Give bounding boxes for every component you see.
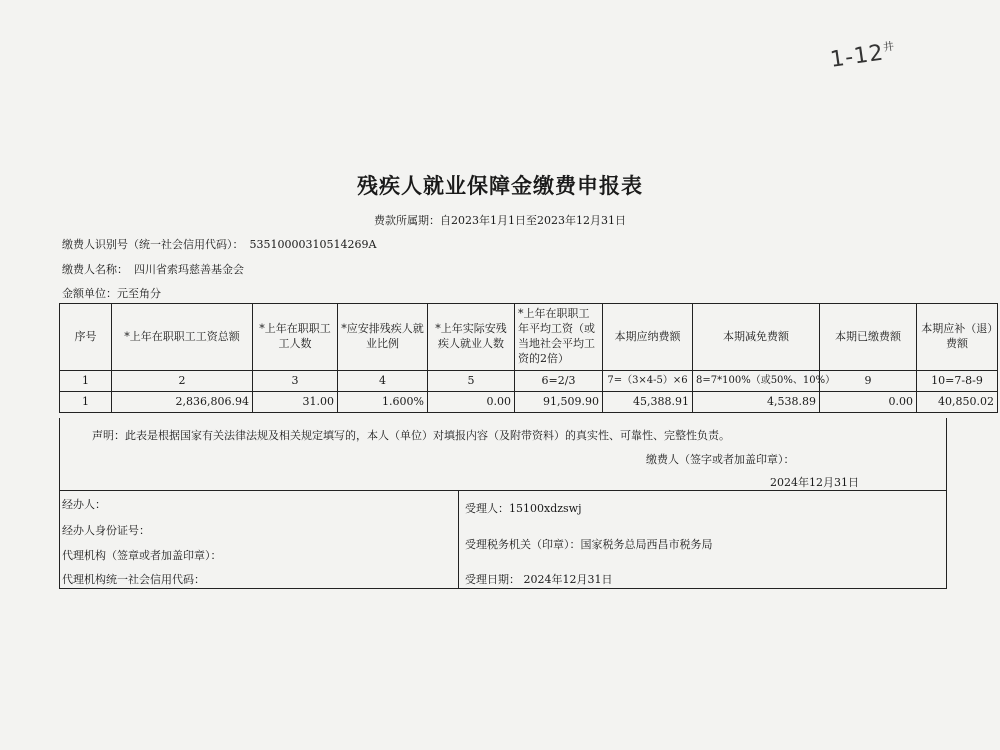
agency-label: 代理机构（签章或者加盖印章）： bbox=[62, 549, 222, 562]
data-cell: 1.600% bbox=[338, 392, 428, 413]
formula-cell: 2 bbox=[112, 371, 253, 392]
form-title: 残疾人就业保障金缴费申报表 bbox=[357, 173, 643, 198]
handwritten-mark bbox=[828, 38, 897, 73]
data-cell: 0.00 bbox=[428, 392, 515, 413]
data-cell: 1 bbox=[60, 392, 112, 413]
header-cell: *上年在职职工工人数 bbox=[253, 304, 338, 371]
formula-cell: 4 bbox=[338, 371, 428, 392]
declaration-statement: 声明：此表是根据国家有关法律法规及相关规定填写的，本人（单位）对填报内容（及附带资料）的真实性、可靠性、完整性负责。 bbox=[92, 429, 730, 442]
data-cell: 91,509.90 bbox=[515, 392, 603, 413]
header-cell: 序号 bbox=[60, 304, 112, 371]
formula-cell: 6=2/3 bbox=[515, 371, 603, 392]
header-cell: *应安排残疾人就业比例 bbox=[338, 304, 428, 371]
data-cell: 40,850.02 bbox=[917, 392, 998, 413]
payer-name-line bbox=[62, 261, 244, 277]
header-cell: 本期已缴费额 bbox=[820, 304, 917, 371]
receive-date-field: 受理日期： 2024年12月31日 bbox=[465, 573, 613, 586]
payer-name-value: 四川省索玛慈善基金会 bbox=[134, 263, 244, 276]
agency-code-label: 代理机构统一社会信用代码： bbox=[62, 573, 205, 586]
header-cell: 本期应补（退）费额 bbox=[917, 304, 998, 371]
fee-table bbox=[59, 303, 998, 413]
data-row bbox=[60, 392, 998, 413]
declaration-date: 2024年12月31日 bbox=[770, 476, 859, 489]
payer-id-value: 53510000310514269A bbox=[249, 238, 377, 251]
formula-cell: 8=7*100%（或50%、10%） bbox=[693, 371, 820, 392]
header-cell: *上年在职职工工资总额 bbox=[112, 304, 253, 371]
formula-row bbox=[60, 371, 998, 392]
header-row bbox=[60, 304, 998, 371]
handwritten-sup: 井 bbox=[882, 39, 896, 55]
data-cell: 45,388.91 bbox=[603, 392, 693, 413]
section-divider bbox=[458, 491, 459, 588]
amount-unit: 金额单位：元至角分 bbox=[62, 287, 161, 300]
formula-cell: 7=（3×4-5）×6 bbox=[603, 371, 693, 392]
payer-name-label: 缴费人名称： bbox=[62, 263, 128, 276]
payer-id-label: 缴费人识别号（统一社会信用代码）： bbox=[62, 238, 244, 251]
header-cell: *上年在职职工年平均工资（或当地社会平均工资的2倍） bbox=[515, 304, 603, 371]
data-cell: 2,836,806.94 bbox=[112, 392, 253, 413]
data-cell: 4,538.89 bbox=[693, 392, 820, 413]
header-cell: 本期应纳费额 bbox=[603, 304, 693, 371]
header-cell: 本期减免费额 bbox=[693, 304, 820, 371]
tax-office-field: 受理税务机关（印章）：国家税务总局西昌市税务局 bbox=[465, 538, 713, 551]
handwritten-number: 1-12 bbox=[828, 40, 886, 73]
data-cell: 0.00 bbox=[820, 392, 917, 413]
formula-cell: 1 bbox=[60, 371, 112, 392]
payer-id-line bbox=[62, 236, 376, 252]
formula-cell: 3 bbox=[253, 371, 338, 392]
formula-cell: 10=7-8-9 bbox=[917, 371, 998, 392]
header-cell: *上年实际安残疾人就业人数 bbox=[428, 304, 515, 371]
data-cell: 31.00 bbox=[253, 392, 338, 413]
receiver-field: 受理人：15100xdzswj bbox=[465, 502, 582, 515]
handler-id-label: 经办人身份证号： bbox=[62, 524, 150, 537]
declaration-section bbox=[59, 418, 947, 490]
handler-label: 经办人： bbox=[62, 498, 106, 511]
fee-period: 费款所属期：自2023年1月1日至2023年12月31日 bbox=[374, 214, 626, 227]
payer-signature-label: 缴费人（签字或者加盖印章）： bbox=[646, 453, 795, 466]
formula-cell: 5 bbox=[428, 371, 515, 392]
formula-cell: 9 bbox=[820, 371, 917, 392]
handling-section bbox=[59, 490, 947, 589]
